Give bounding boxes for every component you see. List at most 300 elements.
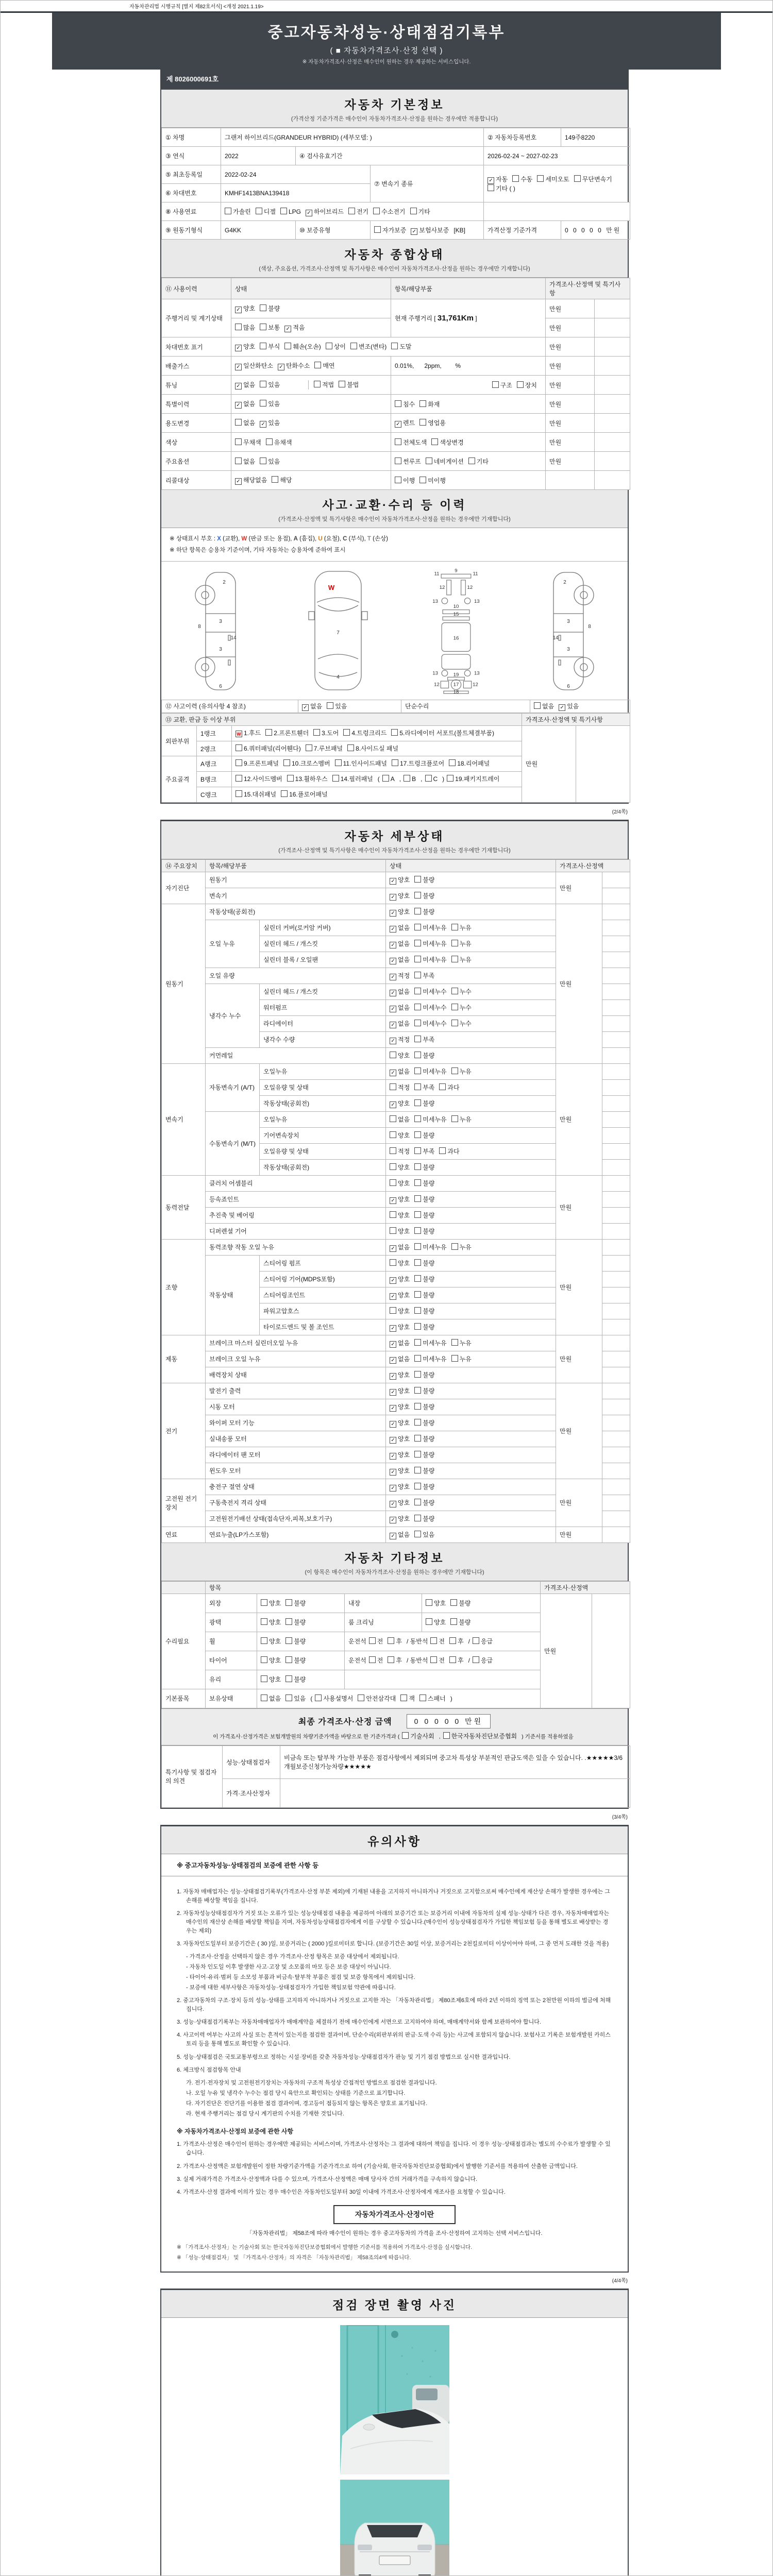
checkbox[interactable] — [414, 1387, 421, 1394]
checkbox-option: 5.라디에이터 서포트(볼트체결부품) — [391, 727, 494, 739]
checkbox-option: 없음 — [235, 418, 255, 427]
checkbox[interactable]: ✓ — [390, 1341, 396, 1348]
checkbox-option: 상이 — [326, 342, 346, 351]
checkbox[interactable] — [439, 1147, 446, 1154]
checkbox[interactable] — [388, 1637, 394, 1644]
accident-history-row — [161, 700, 628, 713]
checkbox-option: ✓ 양호 — [390, 1099, 410, 1108]
svg-text:13: 13 — [432, 670, 438, 676]
checkbox[interactable] — [388, 1656, 394, 1663]
checkbox[interactable]: ✓ — [235, 345, 242, 351]
checkbox-option: 누수 — [451, 1003, 472, 1012]
checkbox[interactable] — [431, 438, 438, 445]
checkbox-option: 있음 — [260, 380, 280, 389]
checkbox[interactable] — [235, 324, 242, 330]
accident-subtitle: (가격조사·산정액 및 특기사항은 매수인이 자동차가격조사·산정을 원하는 경우에만 기재합니다) — [278, 516, 511, 522]
checkbox-option: ✓ 양호 — [390, 875, 410, 885]
checkbox[interactable] — [265, 729, 272, 736]
checkbox-option: 미세누유 — [414, 939, 446, 948]
checkbox[interactable] — [392, 759, 398, 766]
checkbox[interactable] — [414, 1083, 421, 1090]
checkbox[interactable]: ✓ — [390, 1373, 396, 1380]
checkbox[interactable] — [414, 1483, 421, 1489]
checkbox[interactable] — [236, 790, 242, 797]
checkbox[interactable] — [414, 1467, 421, 1473]
checkbox[interactable] — [451, 988, 458, 994]
checkbox[interactable]: ✓ — [235, 364, 242, 370]
checkbox[interactable] — [414, 1163, 421, 1170]
checkbox[interactable] — [574, 175, 581, 182]
checkbox[interactable] — [395, 477, 401, 483]
checkbox[interactable] — [468, 457, 475, 464]
page-marker-3: (3/4쪽) — [612, 1814, 628, 1820]
checkbox[interactable] — [280, 208, 287, 214]
checkbox-option: ✓ 탄화수소 — [278, 361, 310, 370]
checkbox-option: 세미오토 — [537, 175, 569, 183]
checkbox[interactable] — [537, 175, 544, 182]
checkbox[interactable] — [260, 400, 266, 406]
table-row: 냉각수 수량 ✓ 적정 부족 — [162, 1031, 630, 1047]
checkbox[interactable] — [449, 1656, 456, 1663]
checkbox[interactable]: ✓ — [235, 383, 242, 389]
checkbox[interactable]: ✓ — [390, 1421, 396, 1428]
checkbox[interactable] — [358, 1694, 364, 1701]
checkbox[interactable]: ✓ — [390, 1006, 396, 1012]
checkbox[interactable] — [414, 924, 421, 930]
notice-item: 2. 가격조사·산정액은 보험개발원이 정한 차량기준가액을 기준가격으로 하여 (기술사회, 한국자동차진단보증협회)에서 발행한 기준서를 적용하여 산출한 금액입니다. — [177, 2163, 578, 2170]
notice-item: - 보증에 대한 세부사항은 자동차성능·상태점검자가 가입한 책임보험 약관에 따릅니다. — [186, 1985, 396, 1991]
checkbox[interactable] — [236, 759, 242, 766]
checkbox[interactable] — [315, 1694, 322, 1701]
checkbox[interactable] — [261, 1675, 267, 1682]
checkbox-option: ✓ 적음 — [284, 323, 305, 332]
checkbox-option: 부족 — [414, 971, 434, 980]
checkbox[interactable] — [285, 1656, 292, 1663]
checkbox[interactable] — [272, 476, 278, 483]
checkbox-option: 많음 — [235, 323, 255, 332]
checkbox[interactable] — [414, 1451, 421, 1458]
detail-title: 자동차 세부상태 — [344, 829, 445, 843]
svg-text:14: 14 — [552, 635, 559, 641]
checkbox[interactable] — [390, 1179, 396, 1186]
checkbox[interactable] — [414, 1403, 421, 1410]
checkbox[interactable] — [281, 790, 288, 797]
checkbox[interactable] — [414, 1211, 421, 1218]
checkbox[interactable] — [335, 759, 342, 766]
checkbox[interactable] — [414, 876, 421, 883]
checkbox[interactable] — [391, 729, 398, 736]
checkbox[interactable] — [332, 775, 339, 782]
checkbox[interactable]: ✓ — [390, 1197, 396, 1204]
checkbox[interactable] — [414, 1179, 421, 1186]
checkbox[interactable] — [314, 362, 321, 368]
checkbox[interactable] — [419, 419, 426, 426]
svg-text:13: 13 — [474, 598, 480, 604]
checkbox-option: 누수 — [451, 987, 472, 996]
checkbox[interactable] — [343, 729, 350, 736]
checkbox-w-mark[interactable]: W — [236, 731, 242, 737]
checkbox[interactable] — [327, 702, 333, 709]
checkbox-option: ✓ 없음 — [390, 955, 410, 964]
checkbox[interactable] — [235, 438, 242, 445]
checkbox[interactable]: ✓ — [390, 942, 396, 948]
checkbox-option: 불량 — [414, 1386, 434, 1395]
checkbox[interactable] — [306, 744, 312, 751]
checkbox[interactable] — [348, 208, 355, 214]
checkbox[interactable]: ✓ — [559, 704, 565, 711]
checkbox[interactable] — [414, 1419, 421, 1426]
checkbox-option: 양호 — [390, 1179, 410, 1188]
checkbox[interactable] — [283, 759, 290, 766]
header-note: ※ 자동차가격조사·산정은 매수인이 원하는 경우 제공하는 서비스입니다. — [302, 59, 471, 65]
checkbox[interactable] — [414, 1020, 421, 1026]
checkbox[interactable] — [425, 775, 432, 782]
checkbox[interactable] — [414, 1323, 421, 1330]
checkbox-option: 누유 — [451, 1067, 472, 1076]
checkbox[interactable] — [451, 940, 458, 946]
checkbox[interactable] — [414, 1499, 421, 1505]
checkbox-option: ✓ 양호 — [390, 1450, 410, 1460]
table-row: 변속기 ✓ 양호 불량 — [162, 888, 630, 904]
checkbox[interactable]: ✓ — [390, 1038, 396, 1044]
checkbox[interactable] — [260, 324, 266, 330]
checkbox[interactable] — [414, 1131, 421, 1138]
checkbox[interactable]: ✓ — [390, 990, 396, 996]
checkbox-option: 영업용 — [419, 418, 446, 427]
checkbox[interactable]: ✓ — [390, 910, 396, 917]
checkbox[interactable] — [350, 343, 357, 349]
checkbox[interactable] — [225, 208, 231, 214]
checkbox[interactable] — [419, 1694, 426, 1701]
checkbox[interactable] — [451, 1355, 458, 1362]
checkbox[interactable] — [390, 1131, 396, 1138]
checkbox[interactable] — [395, 457, 401, 464]
checkbox[interactable]: ✓ — [306, 210, 312, 216]
checkbox[interactable] — [449, 1637, 456, 1644]
checkbox-option: 14.필러패널 — [332, 773, 373, 785]
checkbox[interactable] — [261, 1637, 267, 1644]
checkbox[interactable]: ✓ — [302, 704, 309, 711]
checkbox[interactable] — [347, 744, 354, 751]
checkbox[interactable] — [451, 1115, 458, 1122]
checkbox-option: ✓ 없음 — [390, 1003, 410, 1012]
checkbox[interactable] — [451, 1067, 458, 1074]
checkbox[interactable] — [404, 775, 410, 782]
checkbox[interactable] — [395, 438, 401, 445]
checkbox[interactable]: ✓ — [390, 1293, 396, 1300]
section-page1 — [160, 88, 629, 804]
table-row: 타이어 양호 불량 운전석 전 후 / 동반석 전 후 / 응급 — [162, 1651, 630, 1670]
checkbox[interactable] — [439, 1083, 446, 1090]
checkbox[interactable] — [414, 1243, 421, 1250]
table-row: 주요옵션 없음 있음 썬루프 네비게이션 기타 만원 — [162, 452, 630, 471]
checkbox[interactable]: ✓ — [390, 1022, 396, 1028]
checkbox-option: 적법 — [314, 380, 334, 389]
checkbox[interactable]: ✓ — [390, 1357, 396, 1364]
checkbox-option: 도말 — [391, 342, 411, 351]
checkbox[interactable]: ✓ — [390, 1437, 396, 1444]
checkbox[interactable] — [326, 343, 332, 349]
checkbox-option: 불량 — [414, 1307, 434, 1315]
notice-heading: ※ 중고자동차성능·상태점검의 보증에 관한 사항 등 — [161, 1854, 628, 1876]
checkbox[interactable] — [430, 1656, 437, 1663]
checkbox[interactable] — [473, 1656, 479, 1663]
checkbox-option: 전기 — [348, 207, 368, 216]
checkbox[interactable] — [414, 1339, 421, 1346]
checkbox[interactable] — [285, 1694, 292, 1701]
checkbox[interactable] — [451, 956, 458, 962]
checkbox-option: ✓ 없음 — [390, 1530, 410, 1539]
checkbox[interactable]: ✓ — [390, 958, 396, 964]
checkbox[interactable] — [391, 343, 398, 349]
table-header-row: ⑬ 교환, 판금 등 이상 부위 가격조사·산정액 및 특기사항 — [162, 713, 630, 725]
table-row: 리콜대상 ✓ 해당없음 해당 이행 미이행 — [162, 471, 630, 490]
checkbox[interactable]: ✓ — [260, 421, 266, 428]
checkbox[interactable] — [451, 1243, 458, 1250]
checkbox-option: ✓ 없음 — [390, 1067, 410, 1076]
checkbox[interactable] — [488, 184, 494, 191]
checkbox[interactable]: ✓ — [390, 1101, 396, 1108]
checkbox[interactable] — [426, 457, 432, 464]
checkbox-option: ✓ 양호 — [390, 1370, 410, 1380]
checkbox[interactable]: ✓ — [390, 1277, 396, 1284]
checkbox[interactable] — [451, 1004, 458, 1010]
checkbox[interactable] — [256, 208, 262, 214]
checkbox[interactable]: ✓ — [390, 1517, 396, 1523]
checkbox[interactable] — [414, 1067, 421, 1074]
notice-footnote: ※ 「성능·상태점검자」 및 「가격조사·산정자」의 자격은 「자동차관리법」 제58조의4에 따릅니다. — [177, 2254, 411, 2261]
checkbox[interactable]: ✓ — [390, 878, 396, 885]
checkbox[interactable] — [266, 438, 273, 445]
checkbox[interactable] — [339, 381, 345, 387]
checkbox[interactable] — [390, 1211, 396, 1218]
checkbox[interactable] — [492, 381, 499, 388]
checkbox[interactable] — [261, 1656, 267, 1663]
special-notes-table — [161, 1745, 628, 1808]
checkbox[interactable] — [414, 1004, 421, 1010]
checkbox[interactable] — [314, 381, 321, 387]
checkbox[interactable] — [390, 1147, 396, 1154]
checkbox[interactable] — [414, 1515, 421, 1521]
inspection-photo-front — [340, 2325, 449, 2475]
checkbox[interactable] — [390, 1083, 396, 1090]
checkbox[interactable]: ✓ — [390, 1485, 396, 1492]
checkbox[interactable] — [236, 775, 242, 782]
checkbox[interactable] — [414, 1275, 421, 1282]
checkbox[interactable] — [426, 1618, 432, 1625]
checkbox-option: ✓ 없음 — [390, 1338, 410, 1348]
document-title: 중고자동차성능·상태점검기록부 — [267, 24, 506, 41]
checkbox[interactable] — [414, 956, 421, 962]
checkbox[interactable] — [390, 1259, 396, 1266]
checkbox-option: 7.루브패널 — [306, 743, 343, 755]
checkbox-option: 썬루프 — [395, 457, 421, 466]
checkbox[interactable] — [414, 908, 421, 914]
checkbox-option: 불량 — [414, 1370, 434, 1379]
checkbox[interactable] — [313, 729, 320, 736]
notice-item: - 자동차 인도일 이후 발생한 사고·고장 및 소모품의 마모 등은 보증 대상이 아닙니다. — [186, 1964, 391, 1971]
checkbox[interactable] — [369, 1637, 376, 1644]
checkbox[interactable] — [512, 175, 519, 182]
checkbox[interactable] — [443, 1732, 450, 1739]
checkbox[interactable] — [390, 1307, 396, 1314]
checkbox[interactable] — [451, 1339, 458, 1346]
checkbox[interactable] — [374, 226, 381, 233]
checkbox[interactable] — [419, 477, 426, 483]
checkbox[interactable]: ✓ — [411, 228, 417, 235]
checkbox[interactable]: ✓ — [278, 364, 284, 370]
checkbox-option: 불량 — [414, 1482, 434, 1491]
notice-item: 4. 사고이력 여부는 사고의 사실 또는 흔적이 있는지를 점검한 결과이며, 단순수리(외판부위의 판금·도색 수리 등)는 사고에 포함되지 않습니다. 보험사고 기록은 보험개발원 카히스토리 등을 통해 별도로 확인할 수 있습니다. — [177, 2032, 611, 2047]
checkbox[interactable] — [414, 940, 421, 946]
checkbox[interactable]: ✓ — [235, 307, 242, 313]
checkbox[interactable] — [260, 304, 266, 311]
checkbox-option: 전 — [430, 1637, 445, 1646]
checkbox[interactable] — [390, 1163, 396, 1170]
checkbox-option: ✓ 없음 — [390, 987, 410, 996]
checkbox[interactable] — [450, 1599, 457, 1606]
checkbox[interactable]: ✓ — [390, 926, 396, 933]
checkbox[interactable] — [414, 1052, 421, 1058]
checkbox[interactable] — [285, 1618, 292, 1625]
checkbox-option: ✓ 적정 — [390, 1035, 410, 1044]
checkbox[interactable] — [414, 1435, 421, 1442]
checkbox-option: 3.도어 — [313, 727, 339, 739]
checkbox[interactable] — [517, 381, 524, 388]
checkbox[interactable] — [285, 1675, 292, 1682]
checkbox[interactable] — [369, 1656, 376, 1663]
checkbox[interactable] — [447, 775, 453, 782]
exchange-panel-table — [161, 713, 628, 803]
checkbox[interactable] — [414, 1259, 421, 1266]
checkbox-option: 매연 — [314, 361, 334, 370]
checkbox[interactable]: ✓ — [390, 894, 396, 901]
checkbox[interactable]: ✓ — [390, 1533, 396, 1539]
checkbox[interactable] — [260, 343, 266, 349]
checkbox[interactable] — [414, 1036, 421, 1042]
checkbox[interactable] — [414, 892, 421, 899]
checkbox-option: 불량 — [414, 1275, 434, 1283]
checkbox-option: 무채색 — [235, 438, 261, 447]
checkbox[interactable] — [373, 208, 380, 214]
checkbox[interactable] — [285, 1637, 292, 1644]
checkbox[interactable]: ✓ — [390, 1405, 396, 1412]
checkbox-option: 색상변경 — [431, 438, 463, 447]
checkbox-option: 미세누유 — [414, 1338, 446, 1347]
checkbox[interactable]: ✓ — [390, 1389, 396, 1396]
checkbox-option: 양호 — [390, 1131, 410, 1140]
table-row: ⑧ 사용연료 가솔린 디젤 LPG ✓ 하이브리드 전기 수소전기 기타 — [162, 202, 630, 221]
checkbox-option: 불량 — [285, 1656, 306, 1665]
checkbox[interactable] — [473, 1637, 479, 1644]
checkbox-option: ✓ 양호 — [390, 1434, 410, 1444]
checkbox-option: 전 — [369, 1656, 383, 1665]
checkbox[interactable] — [426, 1599, 432, 1606]
checkbox[interactable] — [235, 457, 242, 464]
checkbox[interactable] — [451, 1020, 458, 1026]
checkbox[interactable] — [284, 343, 291, 349]
checkbox-option: 8.사이드실 패널 — [347, 743, 398, 755]
checkbox[interactable] — [261, 1618, 267, 1625]
checkbox[interactable] — [534, 702, 541, 709]
checkbox[interactable]: ✓ — [488, 177, 494, 184]
checkbox[interactable] — [260, 381, 266, 387]
checkbox[interactable] — [402, 1732, 409, 1739]
table-row: 실린더 블록 / 오일팬 ✓ 없음 미세누유 누유 — [162, 952, 630, 968]
checkbox-option: A — [382, 773, 395, 785]
inline-text: 운전석 — [348, 1657, 366, 1665]
checkbox[interactable]: ✓ — [395, 421, 401, 428]
table-row: 휠 양호 불량 운전석 전 후 / 동반석 전 후 / 응급 — [162, 1632, 630, 1651]
checkbox[interactable]: ✓ — [284, 326, 291, 332]
checkbox-option: 18.리어패널 — [449, 758, 490, 770]
checkbox[interactable]: ✓ — [390, 1245, 396, 1252]
checkbox[interactable]: ✓ — [235, 402, 242, 409]
checkbox-option: 불량 — [285, 1599, 306, 1607]
checkbox[interactable] — [414, 1307, 421, 1314]
checkbox-option: B — [404, 773, 416, 785]
checkbox[interactable] — [414, 1291, 421, 1298]
checkbox[interactable] — [382, 775, 389, 782]
checkbox-option: 디젤 — [256, 207, 276, 216]
checkbox[interactable] — [414, 1227, 421, 1234]
checkbox[interactable] — [414, 1147, 421, 1154]
checkbox[interactable]: ✓ — [390, 1501, 396, 1507]
checkbox[interactable] — [410, 208, 417, 214]
page-marker-4: (4/4쪽) — [612, 2278, 628, 2284]
checkbox[interactable]: ✓ — [390, 1453, 396, 1460]
checkbox-option: 불량 — [414, 1051, 434, 1060]
checkbox[interactable] — [414, 1195, 421, 1202]
table-row: 스티어링 기어(MDPS포함) ✓ 양호 불량 — [162, 1271, 630, 1287]
checkbox[interactable] — [450, 1618, 457, 1625]
checkbox[interactable] — [449, 759, 456, 766]
checkbox[interactable] — [235, 419, 242, 426]
checkbox[interactable] — [414, 1099, 421, 1106]
checkbox[interactable] — [285, 1599, 292, 1606]
checkbox[interactable] — [260, 457, 266, 464]
table-row: 튜닝 ✓ 없음 있음 적법 불법 구조 장치 만원 — [162, 376, 630, 395]
checkbox[interactable] — [236, 744, 242, 751]
checkbox-option: 미세누수 — [414, 987, 446, 996]
checkbox-option: ✓ 양호 — [390, 1482, 410, 1492]
checkbox[interactable] — [414, 1531, 421, 1537]
checkbox[interactable] — [395, 400, 401, 407]
checkbox[interactable] — [414, 1115, 421, 1122]
checkbox[interactable] — [414, 988, 421, 994]
checkbox[interactable]: ✓ — [390, 1469, 396, 1476]
checkbox[interactable] — [261, 1599, 267, 1606]
checkbox[interactable] — [390, 1052, 396, 1058]
checkbox[interactable] — [414, 1355, 421, 1362]
checkbox[interactable]: ✓ — [235, 478, 242, 485]
checkbox[interactable] — [430, 1637, 437, 1644]
checkbox[interactable] — [451, 924, 458, 930]
checkbox[interactable] — [419, 400, 426, 407]
checkbox[interactable]: ✓ — [390, 974, 396, 980]
checkbox[interactable] — [390, 1227, 396, 1234]
checkbox[interactable] — [400, 1694, 407, 1701]
checkbox-option: 미세누유 — [414, 1243, 446, 1251]
checkbox[interactable] — [414, 972, 421, 978]
checkbox[interactable] — [390, 1115, 396, 1122]
checkbox[interactable] — [261, 1694, 267, 1701]
checkbox[interactable] — [414, 1371, 421, 1378]
checkbox[interactable] — [287, 775, 294, 782]
table-row: 조향 동력조향 작동 오일 누유 ✓ 없음 미세누유 누유 만원 — [162, 1239, 630, 1255]
checkbox[interactable]: ✓ — [390, 1070, 396, 1076]
checkbox[interactable]: ✓ — [390, 1325, 396, 1332]
